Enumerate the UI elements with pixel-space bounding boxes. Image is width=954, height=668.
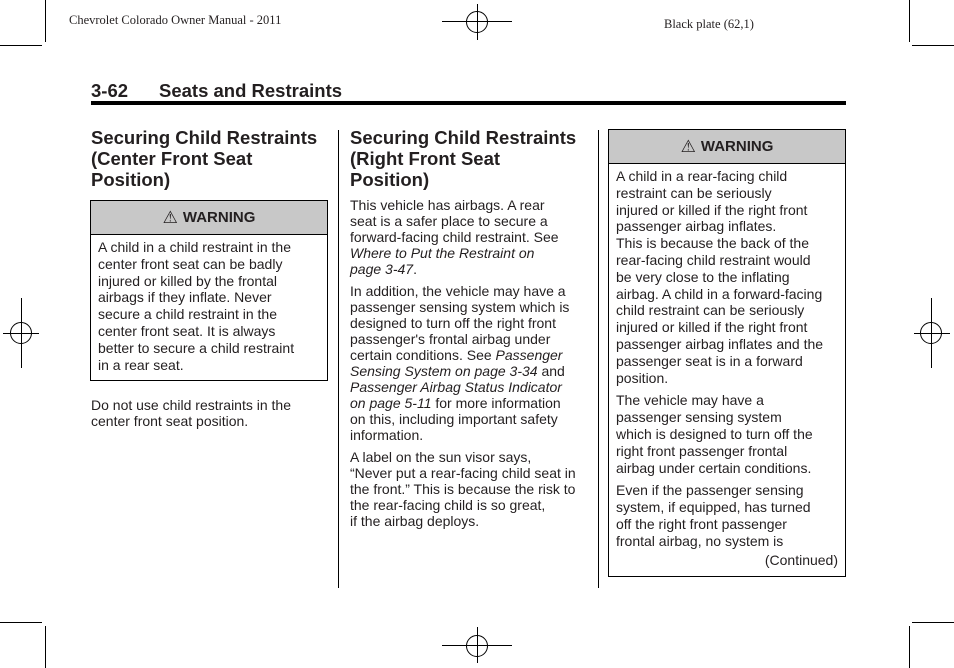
column-divider [338, 130, 339, 588]
text-line: in a rear seat. [98, 356, 184, 373]
text-line: A child in a child restraint in the [98, 239, 291, 255]
text-line [350, 229, 576, 245]
text-line: right front passenger frontal [616, 442, 788, 459]
middle-body [350, 197, 576, 535]
text-line: (Center Front Seat [91, 148, 253, 169]
warning-text [609, 164, 845, 572]
text-span: Do not use child restraints in the [91, 397, 291, 413]
text-line: Position) [350, 169, 430, 190]
text-line: be very close to the inflating [616, 268, 790, 285]
text-line [350, 465, 576, 481]
text-line: Position) [91, 169, 171, 190]
warning-label: WARNING [182, 209, 256, 226]
crop-mark [912, 45, 954, 46]
continued-label: (Continued) [764, 551, 838, 568]
cross-reference-link[interactable]: Passenger Airbag Status Indicator [350, 379, 562, 395]
text-line: airbag under certain conditions. [616, 459, 812, 476]
text-span: the rear-facing child is so great, [350, 497, 546, 513]
text-line: injured or killed if the right front [616, 319, 808, 336]
left-body [91, 397, 291, 435]
text-line: passenger airbag inflates. [616, 218, 777, 235]
text-line: airbags if they inflate. Never [98, 289, 272, 306]
text-span: forward-facing child restraint. See [350, 229, 559, 245]
cross-reference-link[interactable]: on page 5-11 [350, 395, 432, 411]
warning-header [91, 201, 327, 235]
text-span: . [413, 261, 417, 277]
text-span: information. [350, 427, 424, 443]
text-span: passenger sensing system which is [350, 299, 570, 315]
text-line [350, 395, 576, 411]
text-line: frontal airbag, no system is [616, 532, 784, 549]
text-line [350, 213, 576, 229]
manual-title: Chevrolet Colorado Owner Manual - 2011 [69, 13, 282, 27]
warning-text [91, 235, 327, 377]
paragraph [91, 397, 291, 429]
text-line: which is designed to turn off the [616, 425, 813, 442]
text-span: seat is a safer place to secure a [350, 213, 548, 229]
page-number: 3-62 [91, 80, 129, 101]
text-line [91, 413, 291, 429]
text-span: “Never put a rear-facing child seat in [350, 465, 576, 481]
text-line: This is because the back of the [616, 235, 809, 252]
middle-heading [350, 127, 576, 190]
text-line [350, 449, 576, 465]
text-line: (Right Front Seat [350, 148, 501, 169]
text-line [350, 481, 576, 497]
text-line: rear-facing child restraint would [616, 251, 811, 268]
left-heading [91, 127, 317, 190]
plate-label: Black plate (62,1) [664, 17, 754, 31]
text-line: secure a child restraint in the [98, 306, 277, 323]
text-line: passenger airbag inflates and the [616, 335, 824, 352]
text-line: restraint can be seriously [616, 184, 772, 201]
text-line [350, 331, 576, 347]
text-line: A child in a rear-facing child [616, 168, 788, 184]
text-span: designed to turn off the right front [350, 315, 556, 331]
text-line: child restraint can be seriously [616, 302, 805, 319]
text-span: for more information [431, 395, 561, 411]
text-span: on this, including important safety [350, 411, 558, 427]
text-line [350, 411, 576, 427]
text-line: Securing Child Restraints [350, 127, 577, 148]
paragraph [616, 168, 838, 386]
text-line [350, 497, 576, 513]
text-line: off the right front passenger [616, 515, 787, 532]
text-span: A label on the sun visor says, [350, 449, 532, 465]
cross-reference-link[interactable]: Sensing System on page 3-34 [350, 363, 538, 379]
text-line: passenger seat is in a forward [616, 352, 803, 369]
text-span: certain conditions. See [350, 347, 496, 363]
text-line: passenger sensing system [616, 409, 782, 426]
crop-mark [45, 0, 46, 42]
text-line [350, 299, 576, 315]
section-title: Seats and Restraints [159, 80, 343, 101]
text-line [350, 513, 576, 529]
text-line [350, 315, 576, 331]
text-line [91, 397, 291, 413]
crop-mark [912, 622, 954, 623]
text-span: This vehicle has airbags. A rear [350, 197, 545, 213]
text-span: and [537, 363, 565, 379]
text-span: In addition, the vehicle may have a [350, 283, 566, 299]
warning-label: WARNING [700, 138, 774, 155]
text-span: passenger's frontal airbag under [350, 331, 551, 347]
section-rule [91, 101, 846, 105]
cross-reference-link[interactable]: Where to Put the Restraint on [350, 245, 535, 261]
column-divider [598, 130, 599, 588]
crop-mark [909, 0, 910, 42]
crop-mark [0, 622, 42, 623]
paragraph [616, 392, 838, 476]
warning-icon: ⚠ [680, 136, 696, 156]
text-line [350, 245, 576, 261]
warning-box-left [90, 200, 328, 381]
text-span: center front seat position. [91, 413, 249, 429]
text-line: position. [616, 369, 669, 386]
text-line [350, 197, 576, 213]
text-line: system, if equipped, has turned [616, 499, 811, 516]
crop-mark [909, 626, 910, 668]
text-line [350, 261, 576, 277]
paragraph [350, 283, 576, 443]
warning-box-right [608, 129, 846, 577]
text-line [350, 347, 576, 363]
warning-header [609, 130, 845, 164]
paragraph [616, 482, 838, 549]
text-line [350, 379, 576, 395]
text-line [350, 283, 576, 299]
text-line: Even if the passenger sensing [616, 482, 804, 499]
text-line: The vehicle may have a [616, 392, 764, 409]
paragraph [350, 197, 576, 277]
cross-reference-link[interactable]: Passenger [495, 347, 563, 363]
crop-mark [45, 626, 46, 668]
text-line: better to secure a child restraint [98, 339, 295, 356]
warning-icon: ⚠ [162, 207, 178, 227]
text-span: the front.” This is because the risk to [350, 481, 576, 497]
text-line: center front seat. It is always [98, 322, 276, 339]
text-line: airbag. A child in a forward-facing [616, 285, 823, 302]
text-span: if the airbag deploys. [350, 513, 480, 529]
text-line: Securing Child Restraints [91, 127, 318, 148]
text-line: center front seat can be badly [98, 255, 283, 272]
text-line: injured or killed if the right front [616, 201, 808, 218]
paragraph [350, 449, 576, 529]
text-line [350, 363, 576, 379]
text-line: injured or killed by the frontal [98, 272, 277, 289]
crop-mark [0, 45, 42, 46]
text-line [350, 427, 576, 443]
cross-reference-link[interactable]: page 3-47 [350, 261, 414, 277]
